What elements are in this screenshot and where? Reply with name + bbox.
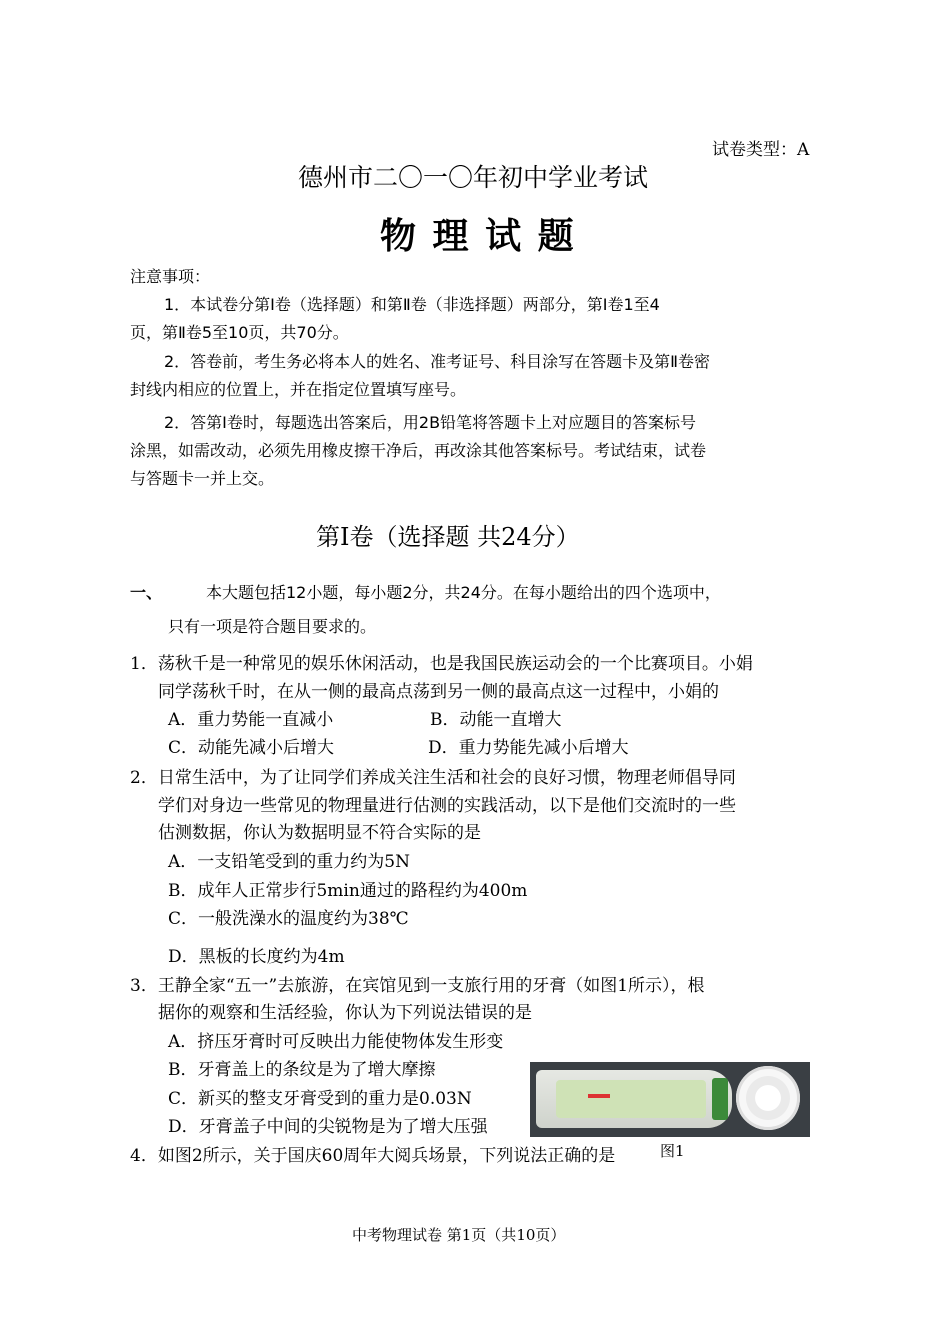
option-c: C．一般洗澡水的温度约为38℃ — [168, 909, 409, 929]
option-d: D．黑板的长度约为4m — [168, 947, 345, 967]
part-instruction: 只有一项是符合题目要求的。 — [168, 617, 377, 636]
part-instruction: 本大题包括12小题，每小题2分，共24分。在每小题给出的四个选项中， — [206, 583, 721, 602]
question-stem: 据你的观察和生活经验，你认为下列说法错误的是 — [158, 1003, 532, 1023]
arrow-icon — [588, 1094, 610, 1098]
exam-title: 德州市二〇一〇年初中学业考试 — [298, 163, 649, 192]
tube-stripe — [712, 1078, 728, 1120]
option-b: B．成年人正常步行5min通过的路程约为400m — [168, 881, 528, 901]
note-line: 页，第Ⅱ卷5至10页，共70分。 — [130, 323, 349, 342]
question-stem: 1．荡秋千是一种常见的娱乐休闲活动，也是我国民族运动会的一个比赛项目。小娟 — [130, 654, 753, 674]
note-line: 2．答第Ⅰ卷时，每题选出答案后，用2B铅笔将答题卡上对应题目的答案标号 — [164, 413, 697, 432]
toothpaste-photo — [530, 1062, 810, 1137]
option-d: D．牙膏盖子中间的尖锐物是为了增大压强 — [168, 1117, 488, 1137]
option-c: C．新买的整支牙膏受到的重力是0.03N — [168, 1089, 472, 1109]
option-b: B．动能一直增大 — [430, 710, 562, 730]
toothpaste-tube — [536, 1070, 732, 1128]
question-stem: 2．日常生活中，为了让同学们养成关注生活和社会的良好习惯，物理老师倡导同 — [130, 768, 736, 788]
option-a: A．一支铅笔受到的重力约为5N — [168, 852, 410, 872]
option-a: A．挤压牙膏时可反映出力能使物体发生形变 — [168, 1032, 504, 1052]
note-line: 2．答卷前，考生务必将本人的姓名、准考证号、科目涂写在答题卡及第Ⅱ卷密 — [164, 352, 711, 371]
page-footer: 中考物理试卷 第1页（共10页） — [352, 1226, 566, 1244]
option-b: B．牙膏盖上的条纹是为了增大摩擦 — [168, 1060, 436, 1080]
note-line: 封线内相应的位置上，并在指定位置填写座号。 — [130, 380, 467, 399]
option-a: A．重力势能一直减小 — [168, 710, 334, 730]
question-stem: 同学荡秋千时，在从一侧的最高点荡到另一侧的最高点这一过程中，小娟的 — [158, 682, 719, 702]
section-title: 第Ⅰ卷（选择题 共24分） — [316, 523, 580, 551]
paper-type-label: 试卷类型：A — [712, 140, 810, 160]
note-line: 涂黑，如需改动，必须先用橡皮擦干净后，再改涂其他答案标号。考试结束，试卷 — [130, 441, 707, 460]
question-stem: 3．王静全家“五一”去旅游，在宾馆见到一支旅行用的牙膏（如图1所示），根 — [130, 976, 705, 996]
question-stem: 估测数据，你认为数据明显不符合实际的是 — [158, 823, 481, 843]
toothpaste-cap — [736, 1066, 800, 1130]
note-line: 1．本试卷分第Ⅰ卷（选择题）和第Ⅱ卷（非选择题）两部分，第Ⅰ卷1至4 — [164, 295, 660, 314]
option-c: C．动能先减小后增大 — [168, 738, 335, 758]
tube-label — [556, 1080, 706, 1118]
option-d: D．重力势能先减小后增大 — [428, 738, 629, 758]
part-number: 一、 — [130, 583, 163, 602]
figure-caption: 图1 — [660, 1142, 685, 1160]
question-stem: 学们对身边一些常见的物理量进行估测的实践活动，以下是他们交流时的一些 — [158, 796, 736, 816]
question-stem: 4．如图2所示，关于国庆60周年大阅兵场景，下列说法正确的是 — [130, 1146, 616, 1166]
subject-title: 物 理 试 题 — [380, 216, 576, 257]
notes-heading: 注意事项： — [130, 267, 211, 286]
note-line: 与答题卡一并上交。 — [130, 469, 275, 488]
